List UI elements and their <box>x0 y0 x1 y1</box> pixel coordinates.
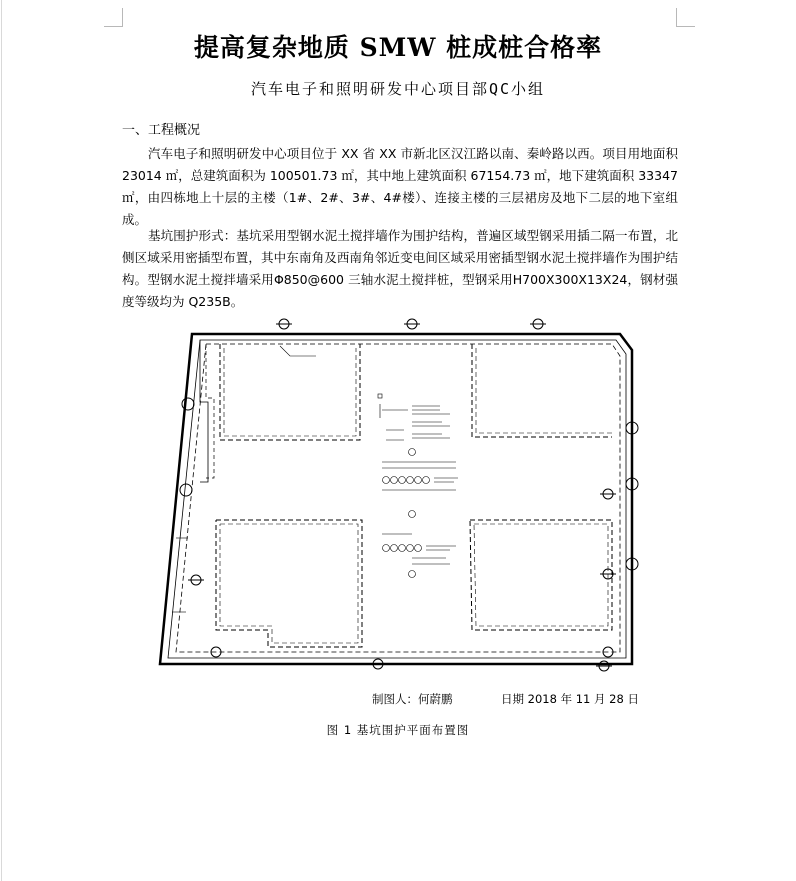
page-corner-mark-left <box>104 8 123 27</box>
figure-caption: 图 1 基坑围护平面布置图 <box>326 723 470 737</box>
section-heading: 一、工程概况 <box>122 123 201 138</box>
page-margin-line <box>1 0 2 881</box>
paragraph-project-overview: 汽车电子和照明研发中心项目位于 XX 省 XX 市新北区汉江路以南、秦岭路以西。项目用地面积 23014 ㎡，总建筑面积为 100501.73 ㎡，其中地上建筑面积 67154.73 ㎡，地下建筑面积 33347 ㎡，由四栋地上十层的主楼（1#、2#、3#、4#楼）、连接主楼的三层裙房及地下二层的地下室组成。 <box>122 146 678 227</box>
paragraph-pit-support: 基坑围护形式：基坑采用型钢水泥土搅拌墙作为围护结构，普遍区域型钢采用插二隔一布置，北侧区域采用密插型布置，其中东南角及西南角邻近变电间区域采用密插型钢水泥土搅拌墙作为围护结构。型钢水泥土搅拌墙采用Φ850@600 三轴水泥土搅拌桩，型钢采用H700X300X13X24，钢材强度等级均为 Q235B。 <box>122 228 678 309</box>
page-corner-mark-right <box>676 8 695 27</box>
foundation-pit-plan-drawing <box>150 312 650 672</box>
document-subtitle: 汽车电子和照明研发中心项目部QC小组 <box>250 80 546 98</box>
drawing-maker: 制图人：何蔚鹏 <box>372 692 453 706</box>
document-title: 提高复杂地质 SMW 桩成桩合格率 <box>193 33 603 62</box>
drawing-date: 日期 2018 年 11 月 28 日 <box>501 692 639 706</box>
